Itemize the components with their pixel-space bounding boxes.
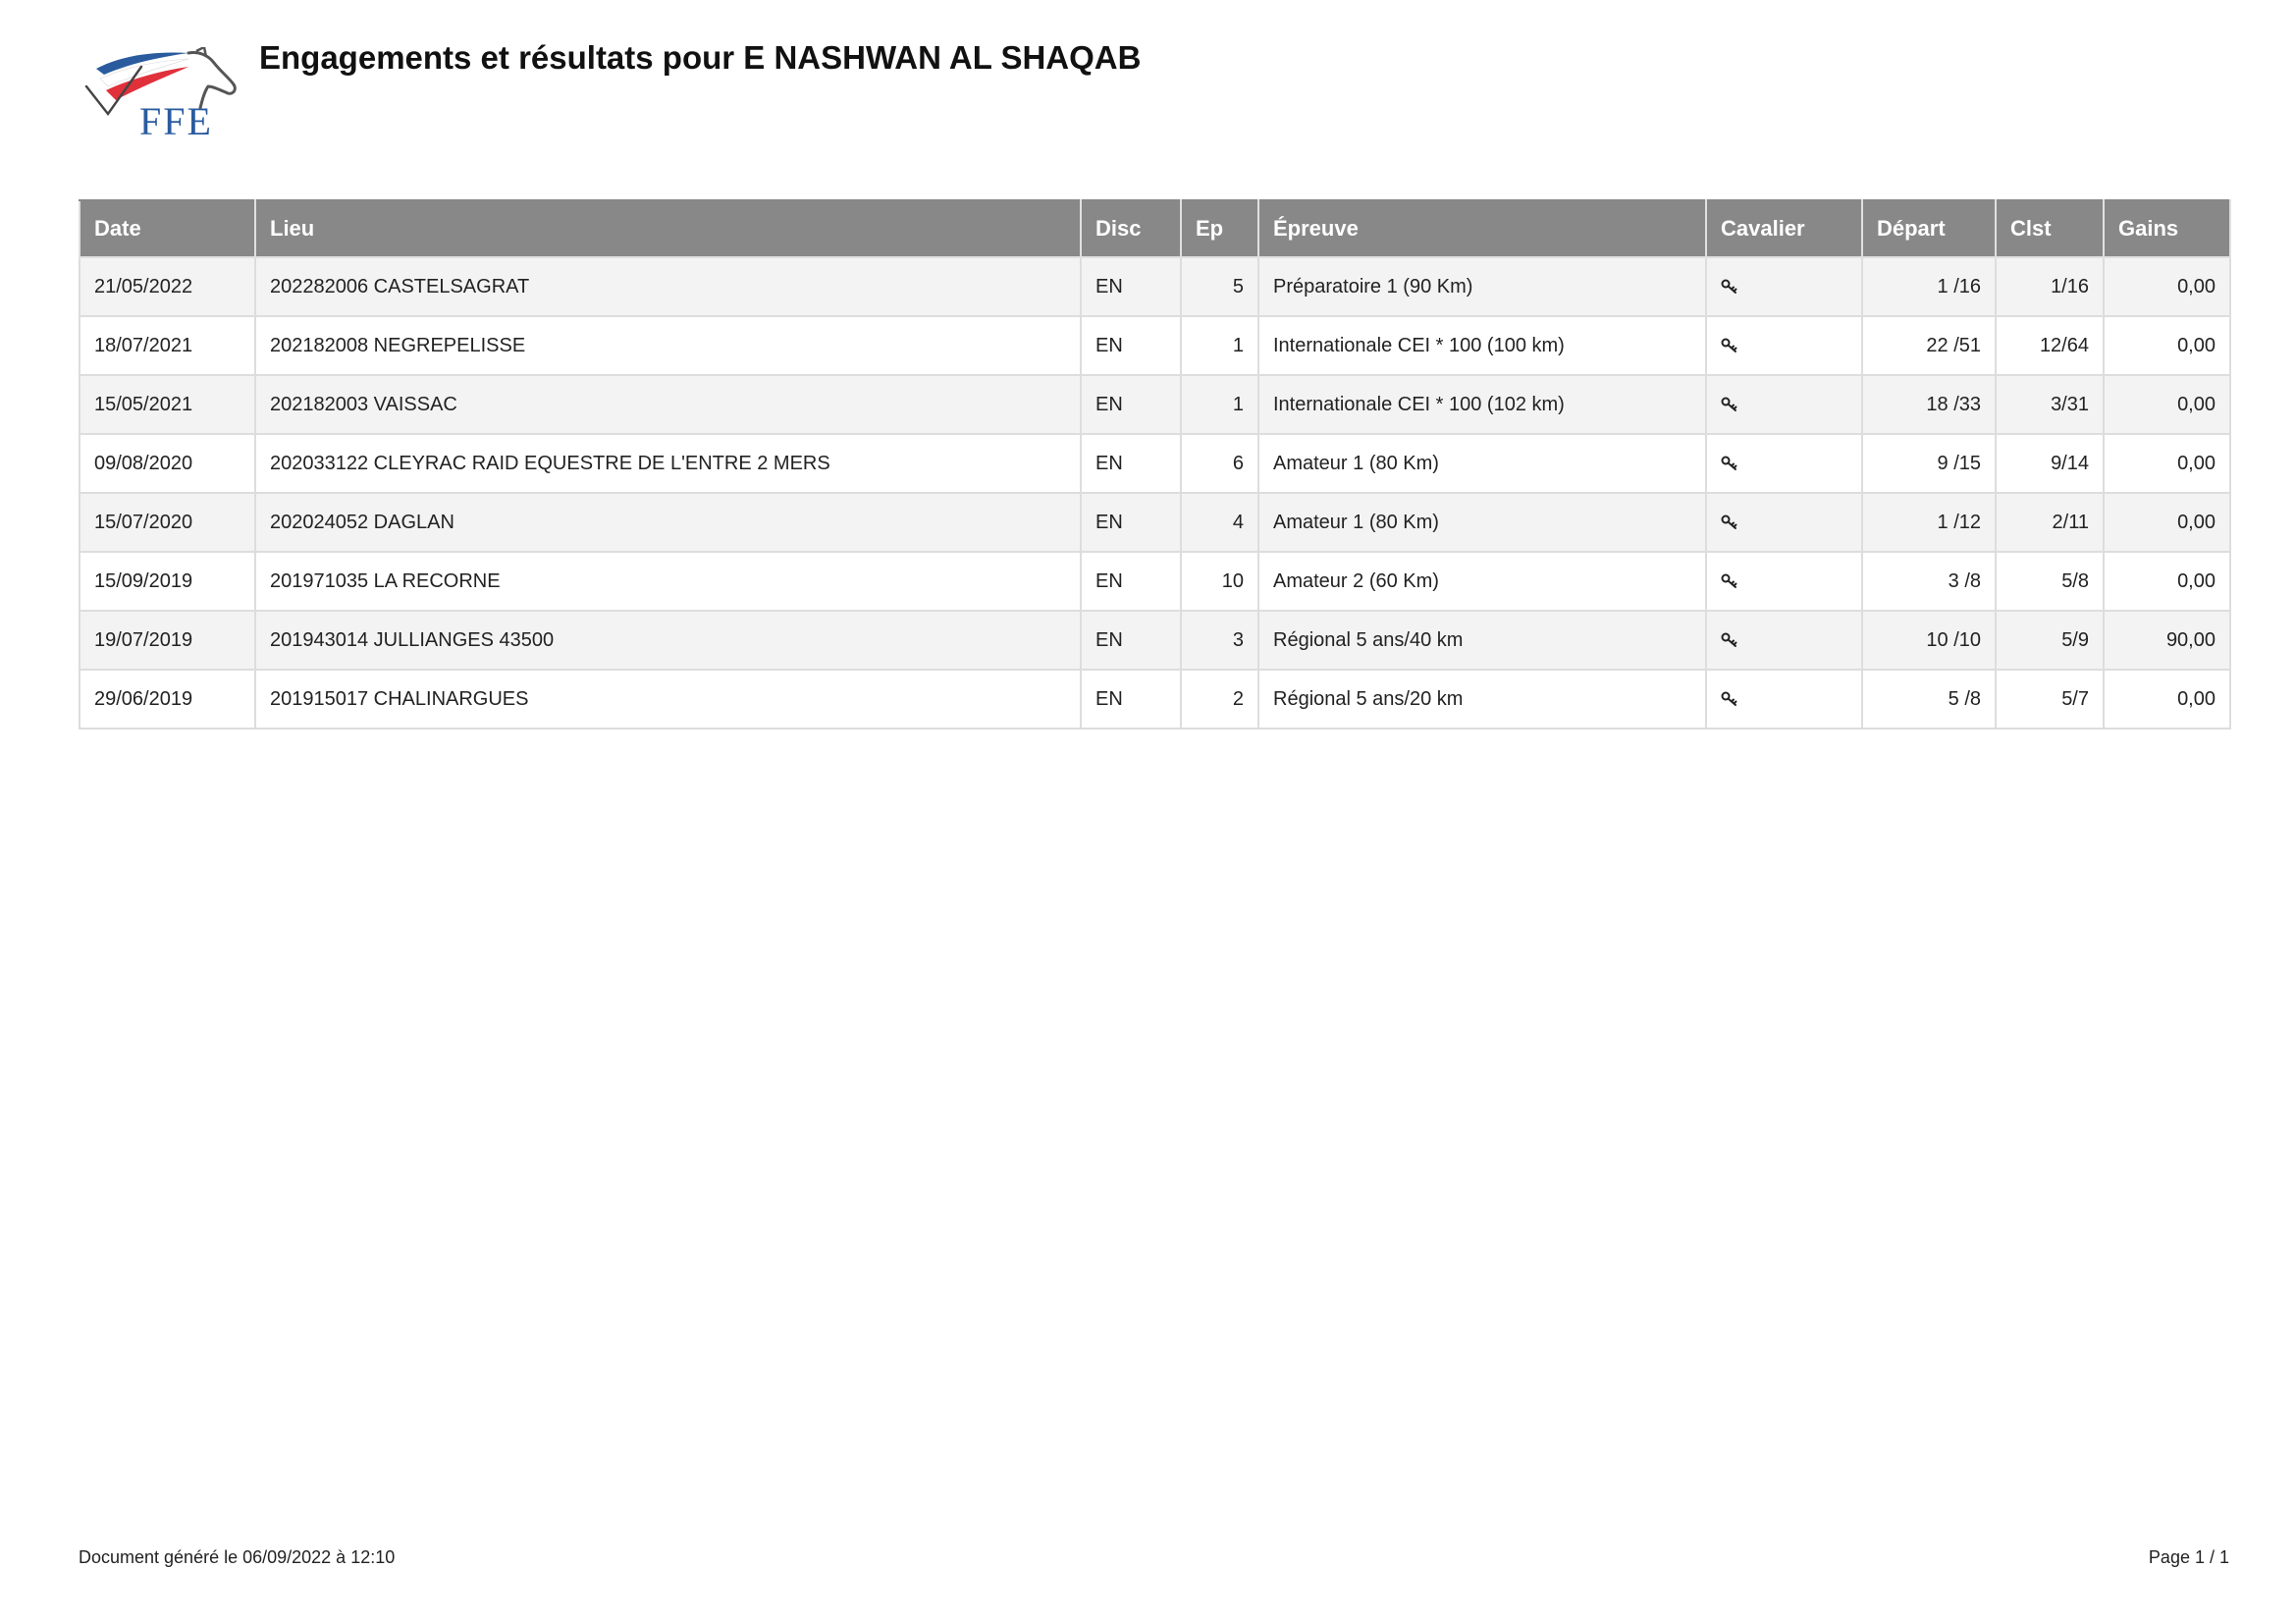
cell-gains: 0,00 xyxy=(2104,257,2230,316)
cell-lieu: 201915017 CHALINARGUES xyxy=(255,670,1081,729)
cell-epreuve: Amateur 1 (80 Km) xyxy=(1258,434,1706,493)
cell-ep: 3 xyxy=(1181,611,1258,670)
cell-gains: 0,00 xyxy=(2104,434,2230,493)
cell-clst: 5/7 xyxy=(1996,670,2104,729)
cell-clst: 3/31 xyxy=(1996,375,2104,434)
cell-date: 18/07/2021 xyxy=(80,316,255,375)
cell-cavalier[interactable] xyxy=(1706,257,1862,316)
cell-disc: EN xyxy=(1081,257,1181,316)
cell-epreuve: Amateur 2 (60 Km) xyxy=(1258,552,1706,611)
table-row xyxy=(80,375,2230,434)
table-row xyxy=(80,670,2230,729)
cell-disc: EN xyxy=(1081,670,1181,729)
key-icon[interactable] xyxy=(1721,394,1738,415)
cell-date: 29/06/2019 xyxy=(80,670,255,729)
logo-text: FFE xyxy=(139,99,213,143)
column-header-clst: Clst xyxy=(1996,200,2104,257)
cell-depart: 1 /12 xyxy=(1862,493,1996,552)
column-header-date: Date xyxy=(80,200,255,257)
key-icon[interactable] xyxy=(1721,629,1738,651)
cell-depart: 1 /16 xyxy=(1862,257,1996,316)
key-icon[interactable] xyxy=(1721,512,1738,533)
cell-gains: 0,00 xyxy=(2104,493,2230,552)
cell-depart: 9 /15 xyxy=(1862,434,1996,493)
cell-clst: 2/11 xyxy=(1996,493,2104,552)
cell-epreuve: Régional 5 ans/40 km xyxy=(1258,611,1706,670)
cell-depart: 3 /8 xyxy=(1862,552,1996,611)
column-header-epreuve: Épreuve xyxy=(1258,200,1706,257)
cell-cavalier[interactable] xyxy=(1706,493,1862,552)
cell-gains: 0,00 xyxy=(2104,670,2230,729)
ffe-logo xyxy=(82,47,245,151)
cell-disc: EN xyxy=(1081,611,1181,670)
cell-ep: 5 xyxy=(1181,257,1258,316)
cell-cavalier[interactable] xyxy=(1706,670,1862,729)
cell-gains: 90,00 xyxy=(2104,611,2230,670)
table-body xyxy=(80,257,2230,729)
column-header-disc: Disc xyxy=(1081,200,1181,257)
cell-clst: 1/16 xyxy=(1996,257,2104,316)
cell-gains: 0,00 xyxy=(2104,375,2230,434)
cell-lieu: 202282006 CASTELSAGRAT xyxy=(255,257,1081,316)
key-icon[interactable] xyxy=(1721,276,1738,298)
cell-epreuve: Internationale CEI * 100 (102 km) xyxy=(1258,375,1706,434)
cell-cavalier[interactable] xyxy=(1706,611,1862,670)
cell-gains: 0,00 xyxy=(2104,316,2230,375)
cell-disc: EN xyxy=(1081,493,1181,552)
cell-date: 15/07/2020 xyxy=(80,493,255,552)
cell-disc: EN xyxy=(1081,375,1181,434)
cell-epreuve: Régional 5 ans/20 km xyxy=(1258,670,1706,729)
cell-ep: 1 xyxy=(1181,316,1258,375)
cell-cavalier[interactable] xyxy=(1706,552,1862,611)
table-row xyxy=(80,552,2230,611)
cell-depart: 10 /10 xyxy=(1862,611,1996,670)
cell-ep: 1 xyxy=(1181,375,1258,434)
cell-gains: 0,00 xyxy=(2104,552,2230,611)
cell-epreuve: Internationale CEI * 100 (100 km) xyxy=(1258,316,1706,375)
cell-clst: 9/14 xyxy=(1996,434,2104,493)
cell-epreuve: Amateur 1 (80 Km) xyxy=(1258,493,1706,552)
key-icon[interactable] xyxy=(1721,335,1738,356)
table-row xyxy=(80,434,2230,493)
cell-lieu: 201971035 LA RECORNE xyxy=(255,552,1081,611)
cell-disc: EN xyxy=(1081,552,1181,611)
table-row xyxy=(80,611,2230,670)
column-header-ep: Ep xyxy=(1181,200,1258,257)
cell-epreuve: Préparatoire 1 (90 Km) xyxy=(1258,257,1706,316)
cell-date: 15/09/2019 xyxy=(80,552,255,611)
cell-clst: 5/8 xyxy=(1996,552,2104,611)
cell-cavalier[interactable] xyxy=(1706,434,1862,493)
cell-lieu: 202024052 DAGLAN xyxy=(255,493,1081,552)
generated-date: Document généré le 06/09/2022 à 12:10 xyxy=(79,1547,396,1567)
table-header-row xyxy=(80,200,2230,257)
key-icon[interactable] xyxy=(1721,570,1738,592)
cell-lieu: 202182003 VAISSAC xyxy=(255,375,1081,434)
column-header-depart: Départ xyxy=(1862,200,1996,257)
cell-clst: 12/64 xyxy=(1996,316,2104,375)
cell-date: 09/08/2020 xyxy=(80,434,255,493)
page-number: Page 1 / 1 xyxy=(2148,1547,2229,1567)
cell-date: 19/07/2019 xyxy=(80,611,255,670)
table-row xyxy=(80,316,2230,375)
cell-disc: EN xyxy=(1081,434,1181,493)
column-header-cavalier: Cavalier xyxy=(1706,200,1862,257)
cell-cavalier[interactable] xyxy=(1706,375,1862,434)
cell-lieu: 201943014 JULLIANGES 43500 xyxy=(255,611,1081,670)
cell-disc: EN xyxy=(1081,316,1181,375)
cell-ep: 4 xyxy=(1181,493,1258,552)
column-header-lieu: Lieu xyxy=(255,200,1081,257)
cell-depart: 5 /8 xyxy=(1862,670,1996,729)
column-header-gains: Gains xyxy=(2104,200,2230,257)
results-table xyxy=(79,199,2231,730)
table-row xyxy=(80,493,2230,552)
cell-depart: 18 /33 xyxy=(1862,375,1996,434)
cell-clst: 5/9 xyxy=(1996,611,2104,670)
cell-ep: 2 xyxy=(1181,670,1258,729)
cell-lieu: 202182008 NEGREPELISSE xyxy=(255,316,1081,375)
cell-depart: 22 /51 xyxy=(1862,316,1996,375)
key-icon[interactable] xyxy=(1721,688,1738,710)
page-title: Engagements et résultats pour E NASHWAN AL SHAQAB xyxy=(259,39,1142,76)
table-row xyxy=(80,257,2230,316)
cell-date: 21/05/2022 xyxy=(80,257,255,316)
cell-lieu: 202033122 CLEYRAC RAID EQUESTRE DE L'ENTRE 2 MERS xyxy=(255,434,1081,493)
key-icon[interactable] xyxy=(1721,453,1738,474)
cell-cavalier[interactable] xyxy=(1706,316,1862,375)
cell-ep: 10 xyxy=(1181,552,1258,611)
cell-ep: 6 xyxy=(1181,434,1258,493)
cell-date: 15/05/2021 xyxy=(80,375,255,434)
